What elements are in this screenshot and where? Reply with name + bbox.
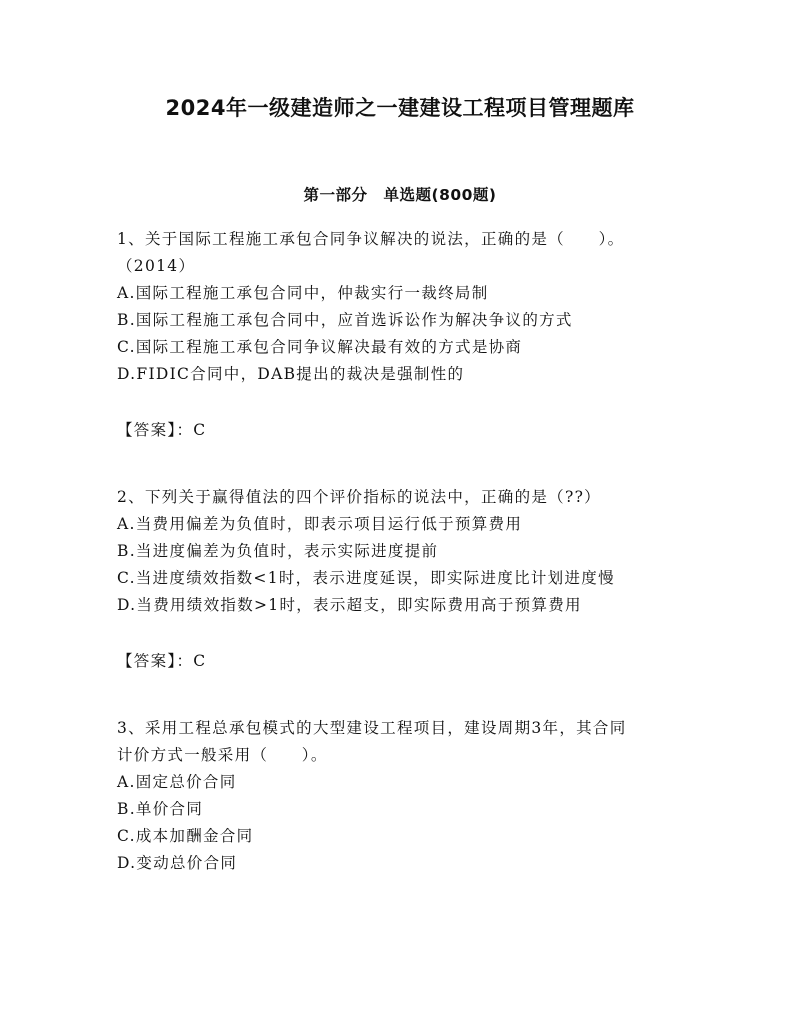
question-2-option-a: A.当费用偏差为负值时，即表示项目运行低于预算费用 [117, 515, 523, 533]
question-2-stem-line-1: 2、下列关于赢得值法的四个评价指标的说法中，正确的是（??） [117, 488, 601, 506]
question-3-option-a: A.固定总价合同 [117, 773, 237, 791]
document-title: 2024年一级建造师之一建建设工程项目管理题库 [165, 96, 635, 120]
question-1-stem-line-1: 1、关于国际工程施工承包合同争议解决的说法，正确的是（ ）。 [117, 230, 625, 248]
question-1-option-b: B.国际工程施工承包合同中，应首选诉讼作为解决争议的方式 [117, 311, 573, 329]
question-1-answer: 【答案】：C [117, 421, 207, 439]
question-3-stem-line-2: 计价方式一般采用（ ）。 [117, 746, 328, 764]
question-3-option-c: C.成本加酬金合同 [117, 827, 254, 845]
question-2-option-d: D.当费用绩效指数>1时，表示超支，即实际费用高于预算费用 [117, 596, 582, 614]
question-3-option-b: B.单价合同 [117, 800, 204, 818]
question-3-stem-line-1: 3、采用工程总承包模式的大型建设工程项目，建设周期3年，其合同 [117, 719, 627, 737]
question-3-option-d: D.变动总价合同 [117, 854, 238, 872]
question-2-option-c: C.当进度绩效指数<1时，表示进度延误，即实际进度比计划进度慢 [117, 569, 615, 587]
question-1-option-a: A.国际工程施工承包合同中，仲裁实行一裁终局制 [117, 284, 489, 302]
question-1-stem-line-2: （2014） [117, 257, 196, 275]
question-2-answer: 【答案】：C [117, 652, 207, 670]
question-2-option-b: B.当进度偏差为负值时，表示实际进度提前 [117, 542, 439, 560]
section-heading: 第一部分 单选题(800题) [303, 186, 497, 204]
question-1-option-d: D.FIDIC合同中，DAB提出的裁决是强制性的 [117, 365, 465, 383]
question-1-option-c: C.国际工程施工承包合同争议解决最有效的方式是协商 [117, 338, 523, 356]
